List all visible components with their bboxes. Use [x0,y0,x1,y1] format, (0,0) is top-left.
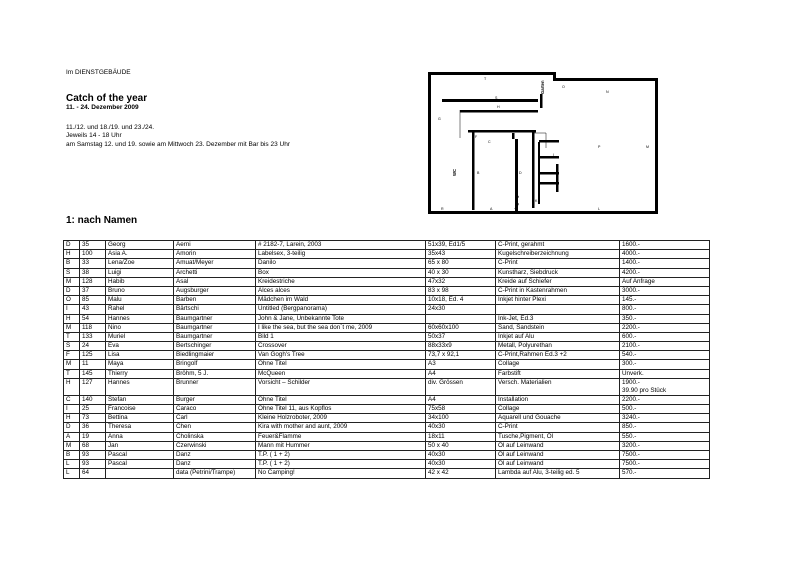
table-row [64,378,710,395]
technique-cell: Collage [496,360,620,369]
section-title: 1: nach Namen [66,215,138,226]
room-cell: T [64,332,80,341]
table-row [64,369,710,378]
technique-cell: Kreide auf Schiefer [496,277,620,286]
price-cell: 600.- [620,332,710,341]
lastname-cell: Caraco [174,405,256,414]
firstname-cell: Georg [106,241,174,250]
title-cell: Vorsicht – Schilder [256,378,426,395]
floorplan-room-label: F [475,135,478,139]
size-cell: 42 x 42 [426,469,496,478]
room-cell: B [64,259,80,268]
title-cell: Danilo [256,259,426,268]
price-cell: 3200.- [620,441,710,450]
lastname-cell: Chen [174,423,256,432]
firstname-cell [106,469,174,478]
table-row [64,305,710,314]
floorplan-garden-label: Garten [540,80,545,94]
size-cell: A3 [426,360,496,369]
lastname-cell: Burger [174,395,256,404]
technique-cell: C-Print in Kastenrahmen [496,286,620,295]
floorplan-room-label: T [484,77,487,81]
room-cell: C [64,395,80,404]
lastname-cell: Brunner [174,378,256,395]
technique-cell: C-Print, gerahmt [496,241,620,250]
opening-hours-line: am Samstag 12. und 19. sowie am Mittwoch 23. Dezember mit Bar bis 23 Uhr [66,140,290,148]
room-cell: T [64,369,80,378]
price-cell: 2200.- [620,323,710,332]
technique-cell: Öl auf Leinwand [496,450,620,459]
technique-cell: Öl auf Leinwand [496,441,620,450]
table-row [64,268,710,277]
firstname-cell: Malu [106,296,174,305]
title-cell: No Camping! [256,469,426,478]
table-row [64,405,710,414]
number-cell: 125 [80,351,106,360]
lastname-cell: Archetti [174,268,256,277]
number-cell: 25 [80,405,106,414]
number-cell: 54 [80,314,106,323]
table-row [64,286,710,295]
title-cell: Alces alces [256,286,426,295]
size-cell: 40 x 30 [426,268,496,277]
size-cell: 83 x 98 [426,286,496,295]
technique-cell: Versch. Materialien [496,378,620,395]
size-cell: 47x32 [426,277,496,286]
table-row [64,441,710,450]
floorplan-room-label: N [606,90,609,94]
price-cell: 4200.- [620,268,710,277]
table-row [64,414,710,423]
opening-hours-line: Jeweils 14 - 18 Uhr [66,132,122,140]
number-cell: 128 [80,277,106,286]
technique-cell: Lambda auf Alu, 3-teilig ed. 5 [496,469,620,478]
price-cell: 3240.- [620,414,710,423]
price-cell: 1600.- [620,241,710,250]
lastname-cell: Aerni [174,241,256,250]
size-cell: 35x43 [426,250,496,259]
size-cell: div. Grössen [426,378,496,395]
room-cell: H [64,378,80,395]
price-cell: 300.- [620,360,710,369]
lastname-cell: Baumgartner [174,323,256,332]
number-cell: 133 [80,332,106,341]
number-cell: 68 [80,441,106,450]
title-cell: Mann mit Hummer [256,441,426,450]
number-cell: 145 [80,369,106,378]
table-row [64,250,710,259]
price-cell: 540.- [620,351,710,360]
lastname-cell: Bringolf [174,360,256,369]
firstname-cell: Bruno [106,286,174,295]
technique-cell: C-Print,Rahmen Ed.3 +2 [496,351,620,360]
technique-cell: Kunstharz, Siebdruck [496,268,620,277]
lastname-cell: Danz [174,450,256,459]
table-row [64,323,710,332]
firstname-cell: Pascal [106,450,174,459]
room-cell: S [64,342,80,351]
room-cell: L [64,460,80,469]
room-cell: M [64,360,80,369]
room-cell: M [64,323,80,332]
room-cell: D [64,423,80,432]
lastname-cell: Biedlingmaier [174,351,256,360]
number-cell: 85 [80,296,106,305]
firstname-cell: Eva [106,342,174,351]
number-cell: 64 [80,469,106,478]
size-cell: 40x30 [426,460,496,469]
title-cell: Untitled (Bergpanorama) [256,305,426,314]
number-cell: 140 [80,395,106,404]
room-cell: O [64,296,80,305]
firstname-cell: Muriel [106,332,174,341]
lastname-cell: Baumgartner [174,314,256,323]
price-cell [620,378,710,395]
price-cell: 850.- [620,423,710,432]
number-cell: 127 [80,378,106,395]
firstname-cell: Luigi [106,268,174,277]
number-cell: 35 [80,241,106,250]
table-row [64,469,710,478]
lastname-cell: Bärtschi [174,305,256,314]
price-cell: 1400.- [620,259,710,268]
size-cell: 65 x 80 [426,259,496,268]
floorplan-room-label: G [438,117,441,121]
table-row [64,432,710,441]
number-cell: 33 [80,259,106,268]
exhibition-title: Catch of the year [66,93,148,104]
size-cell: 51x39, Ed1/5 [426,241,496,250]
technique-cell: Öl auf Leinwand [496,460,620,469]
technique-cell: Inkjet auf Alu [496,332,620,341]
lastname-cell: Cholinska [174,432,256,441]
room-cell: S [64,268,80,277]
technique-cell: Kugelschreiberzeichnung [496,250,620,259]
size-cell: 73,7 x 92,1 [426,351,496,360]
number-cell: 93 [80,460,106,469]
number-cell: 43 [80,305,106,314]
title-cell: Kreidestriche [256,277,426,286]
lastname-cell: Amuat/Meyer [174,259,256,268]
room-cell: M [64,441,80,450]
number-cell: 38 [80,268,106,277]
size-cell: 88x33x9 [426,342,496,351]
exhibition-dates: 11. - 24. Dezember 2009 [66,104,139,111]
table-row [64,460,710,469]
title-cell: John & Jane, Unbekannte Tote [256,314,426,323]
firstname-cell: Anna [106,432,174,441]
table-row [64,332,710,341]
floorplan-room-label: R [441,207,444,211]
number-cell: 36 [80,423,106,432]
price-cell: 800.- [620,305,710,314]
room-cell: I [64,305,80,314]
lastname-cell: Bertschinger [174,342,256,351]
floorplan-room-label: H [497,105,500,109]
firstname-cell: Lena/Zoe [106,259,174,268]
title-cell: Ohne Titel [256,395,426,404]
price-cell: 3000.- [620,286,710,295]
price-cell: 570.- [620,469,710,478]
floorplan-room-label: K [535,199,538,203]
title-cell: Kleine Holzroboter, 2009 [256,414,426,423]
title-cell: Ohne Titel 11, aus Kopflos [256,405,426,414]
lastname-cell: Baumgartner [174,332,256,341]
floorplan-room-label: E [532,131,535,135]
lastname-cell: Danz [174,460,256,469]
room-cell: H [64,250,80,259]
floor-plan [420,68,660,220]
floorplan-room-label: O [562,85,565,89]
opening-hours-line: 11./12. und 18./19. und 23./24. [66,124,155,131]
size-cell: 34x100 [426,414,496,423]
opening-hours [66,124,290,149]
price-cell: 4000.- [620,250,710,259]
floorplan-room-label: B [477,171,480,175]
floorplan-entrance-label: Eingang [514,195,519,212]
floorplan-room-label: P [598,145,601,149]
lastname-cell: Augsburger [174,286,256,295]
lastname-cell: Czerwinski [174,441,256,450]
table-row [64,296,710,305]
title-cell: Mädchen im Wald [256,296,426,305]
firstname-cell: Bettina [106,414,174,423]
title-cell: Van Gogh's Tree [256,351,426,360]
floorplan-room-label: I [553,153,554,157]
venue-label: Im DIENSTGEBÄUDE [66,69,131,76]
size-cell: 60x60x100 [426,323,496,332]
firstname-cell: Asia A. [106,250,174,259]
firstname-cell: Nino [106,323,174,332]
size-cell: 50x37 [426,332,496,341]
title-cell: McQueen [256,369,426,378]
floorplan-room-label: C [488,140,491,144]
technique-cell: Inkjet hinter Plexi [496,296,620,305]
price-cell: 500.- [620,405,710,414]
technique-cell: Ink-Jet, Ed.3 [496,314,620,323]
technique-cell: Metall, Polyurethan [496,342,620,351]
artwork-table-body [64,241,710,479]
price-line: 1900.- [622,378,640,386]
price-cell: 7500.- [620,460,710,469]
size-cell: A4 [426,395,496,404]
technique-cell: Farbstift [496,369,620,378]
table-row [64,259,710,268]
size-cell [426,314,496,323]
lastname-cell: data (Petrini/Trampe) [174,469,256,478]
table-row [64,342,710,351]
table-row [64,395,710,404]
title-cell: Box [256,268,426,277]
table-row [64,351,710,360]
room-cell: A [64,432,80,441]
room-cell: D [64,241,80,250]
number-cell: 73 [80,414,106,423]
title-cell: T.P. ( 1 + 2) [256,460,426,469]
price-cell: Auf Anfrage [620,277,710,286]
technique-cell: C-Print [496,259,620,268]
table-row [64,423,710,432]
firstname-cell: Rahel [106,305,174,314]
room-cell: L [64,469,80,478]
firstname-cell: Jan [106,441,174,450]
number-cell: 24 [80,342,106,351]
table-row [64,450,710,459]
firstname-cell: Habib [106,277,174,286]
technique-cell: Sand, Sandstein [496,323,620,332]
floorplan-room-label: D [519,171,522,175]
size-cell: 40x30 [426,450,496,459]
price-cell: 350.- [620,314,710,323]
firstname-cell: Maya [106,360,174,369]
firstname-cell: Thierry [106,369,174,378]
number-cell: 93 [80,450,106,459]
lastname-cell: Asal [174,277,256,286]
price-line: 39.90 pro Stück [622,386,667,394]
table-row [64,314,710,323]
size-cell: 50 x 40 [426,441,496,450]
size-cell: 40x30 [426,423,496,432]
floorplan-wc-label: WC [452,169,457,176]
room-cell: F [64,351,80,360]
title-cell: Crossover [256,342,426,351]
price-cell: 145.- [620,296,710,305]
room-cell: H [64,414,80,423]
number-cell: 100 [80,250,106,259]
number-cell: 37 [80,286,106,295]
technique-cell [496,305,620,314]
table-row [64,360,710,369]
title-cell: Feuer&Flamme [256,432,426,441]
firstname-cell: Lisa [106,351,174,360]
lastname-cell: Carl [174,414,256,423]
number-cell: 11 [80,360,106,369]
size-cell: 24x30 [426,305,496,314]
technique-cell: C-Print [496,423,620,432]
artwork-table [63,240,710,479]
technique-cell: Collage [496,405,620,414]
title-cell: Bild 1 [256,332,426,341]
room-cell: I [64,405,80,414]
title-cell: Labelsex, 3-teilig [256,250,426,259]
size-cell: 18x11 [426,432,496,441]
price-cell: 2100.- [620,342,710,351]
technique-cell: Tusche,Pigment, Öl [496,432,620,441]
title-cell: Ohne Titel [256,360,426,369]
table-row [64,277,710,286]
title-cell: Kira with mother and aunt, 2009 [256,423,426,432]
room-cell: D [64,286,80,295]
size-cell: 10x18, Ed. 4 [426,296,496,305]
firstname-cell: Francoise [106,405,174,414]
firstname-cell: Pascal [106,460,174,469]
price-cell: 550.- [620,432,710,441]
firstname-cell: Theresa [106,423,174,432]
firstname-cell: Hannes [106,314,174,323]
room-cell: B [64,450,80,459]
lastname-cell: Bröhm, 5 J. [174,369,256,378]
title-cell: I like the sea, but the sea don´t me, 2009 [256,323,426,332]
firstname-cell: Stefan [106,395,174,404]
floorplan-room-label: M [646,145,649,149]
number-cell: 19 [80,432,106,441]
number-cell: 118 [80,323,106,332]
lastname-cell: Barben [174,296,256,305]
technique-cell: Aquarell und Gouache [496,414,620,423]
size-cell: 75x58 [426,405,496,414]
title-cell: # 2182-7, Larein, 2003 [256,241,426,250]
floorplan-room-label: L [598,207,600,211]
room-cell: H [64,314,80,323]
title-cell: T.P. ( 1 + 2) [256,450,426,459]
room-cell: M [64,277,80,286]
size-cell: A4 [426,369,496,378]
price-cell: Unverk. [620,369,710,378]
price-cell: 7500.- [620,450,710,459]
table-row [64,241,710,250]
floorplan-room-label: A [490,207,493,211]
floorplan-room-label: S [495,96,498,100]
price-cell: 2200.- [620,395,710,404]
technique-cell: Installation [496,395,620,404]
lastname-cell: Amorin [174,250,256,259]
firstname-cell: Hannes [106,378,174,395]
